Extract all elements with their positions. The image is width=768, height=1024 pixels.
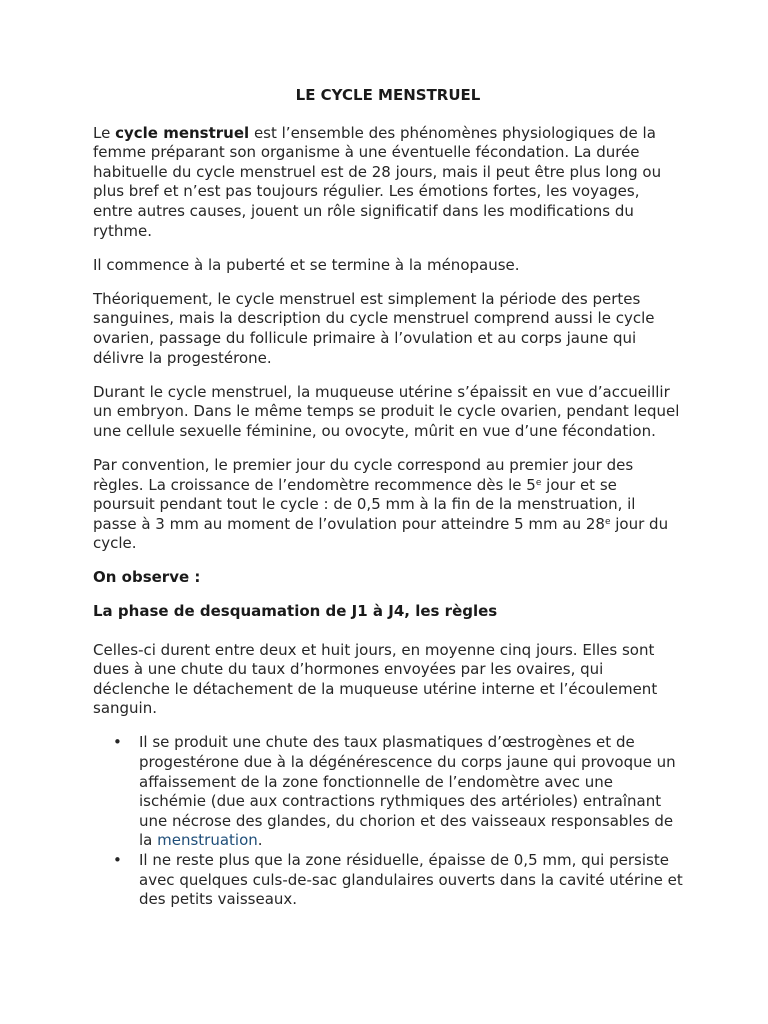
list-item <box>93 733 683 851</box>
paragraph-puberty: Il commence à la puberté et se termine à la ménopause. <box>93 255 520 274</box>
list-item-end: . <box>257 831 263 850</box>
convention-part-a: Par convention, le premier jour du cycle correspond au premier jour des règles. La croissance de l’endomètre recommence dès le 5 <box>93 455 634 494</box>
document-title: LE CYCLE MENSTRUEL <box>295 86 481 104</box>
menstruation-link[interactable]: menstruation <box>157 831 258 850</box>
superscript-e-2: e <box>604 516 611 527</box>
document-page <box>93 86 683 910</box>
phase-heading: La phase de desquamation de J1 à J4, les règles <box>93 602 498 621</box>
bullet-icon: • <box>113 733 122 752</box>
paragraph-theory: Théoriquement, le cycle menstruel est simplement la période des pertes sanguines, mais la description du cycle menstruel comprend aussi le cycle ovarien, passage du follicule primaire à l’ovulation et au corps jaune qui délivre la progestérone. <box>93 289 655 367</box>
convention-part-b: jour et se poursuit pendant tout le cycle : de 0,5 mm à la fin de la menstruation, il passe à 3 mm au moment de l’ovulation pour atteindre 5 mm au 28 <box>93 475 636 533</box>
list-item-text: Il se produit une chute des taux plasmatiques d’œstrogènes et de progestérone due à la dégénérescence du corps jaune qui provoque un affaissement de la zone fonctionnelle de l’endomètre avec une ischémie (due aux contractions rythmiques des artérioles) entraînant une nécrose des glandes, du chorion et des vaisseaux responsables de la <box>139 733 676 850</box>
bullet-list <box>93 733 683 909</box>
paragraph-convention <box>93 456 683 554</box>
observe-heading: On observe : <box>93 568 201 587</box>
convention-part-c: jour du cycle. <box>93 514 669 553</box>
list-item-text: Il ne reste plus que la zone résiduelle, épaisse de 0,5 mm, qui persiste avec quelques culs-de-sac glandulaires ouverts dans la cavité utérine et des petits vaisseaux. <box>139 851 683 909</box>
paragraph-mucosa: Durant le cycle menstruel, la muqueuse utérine s’épaissit en vue d’accueillir un embryon. Dans le même temps se produit le cycle ovarien, pendant lequel une cellule sexuelle féminine, ou ovocyte, mûrit en vue d’une fécondation. <box>93 382 680 440</box>
paragraph-rules: Celles-ci durent entre deux et huit jours, en moyenne cinq jours. Elles sont dues à une chute du taux d’hormones envoyées par les ovaires, qui déclenche le détachement de la muqueuse utérine interne et l’écoulement sanguin. <box>93 640 658 718</box>
superscript-e-1: e <box>535 477 542 488</box>
intro-term: cycle menstruel <box>115 123 250 142</box>
intro-pre: Le <box>93 123 116 142</box>
intro-paragraph <box>93 124 683 242</box>
list-item <box>93 851 683 910</box>
intro-post: est l’ensemble des phénomènes physiologiques de la femme préparant son organisme à une éventuelle fécondation. La durée habituelle du cycle menstruel est de 28 jours, mais il peut être plus long ou plus bref et n’est pas toujours régulier. Les émotions fortes, les voyages, entre autres causes, jouent un rôle significatif dans les modifications du rythme. <box>93 123 662 240</box>
bullet-icon: • <box>113 851 122 869</box>
